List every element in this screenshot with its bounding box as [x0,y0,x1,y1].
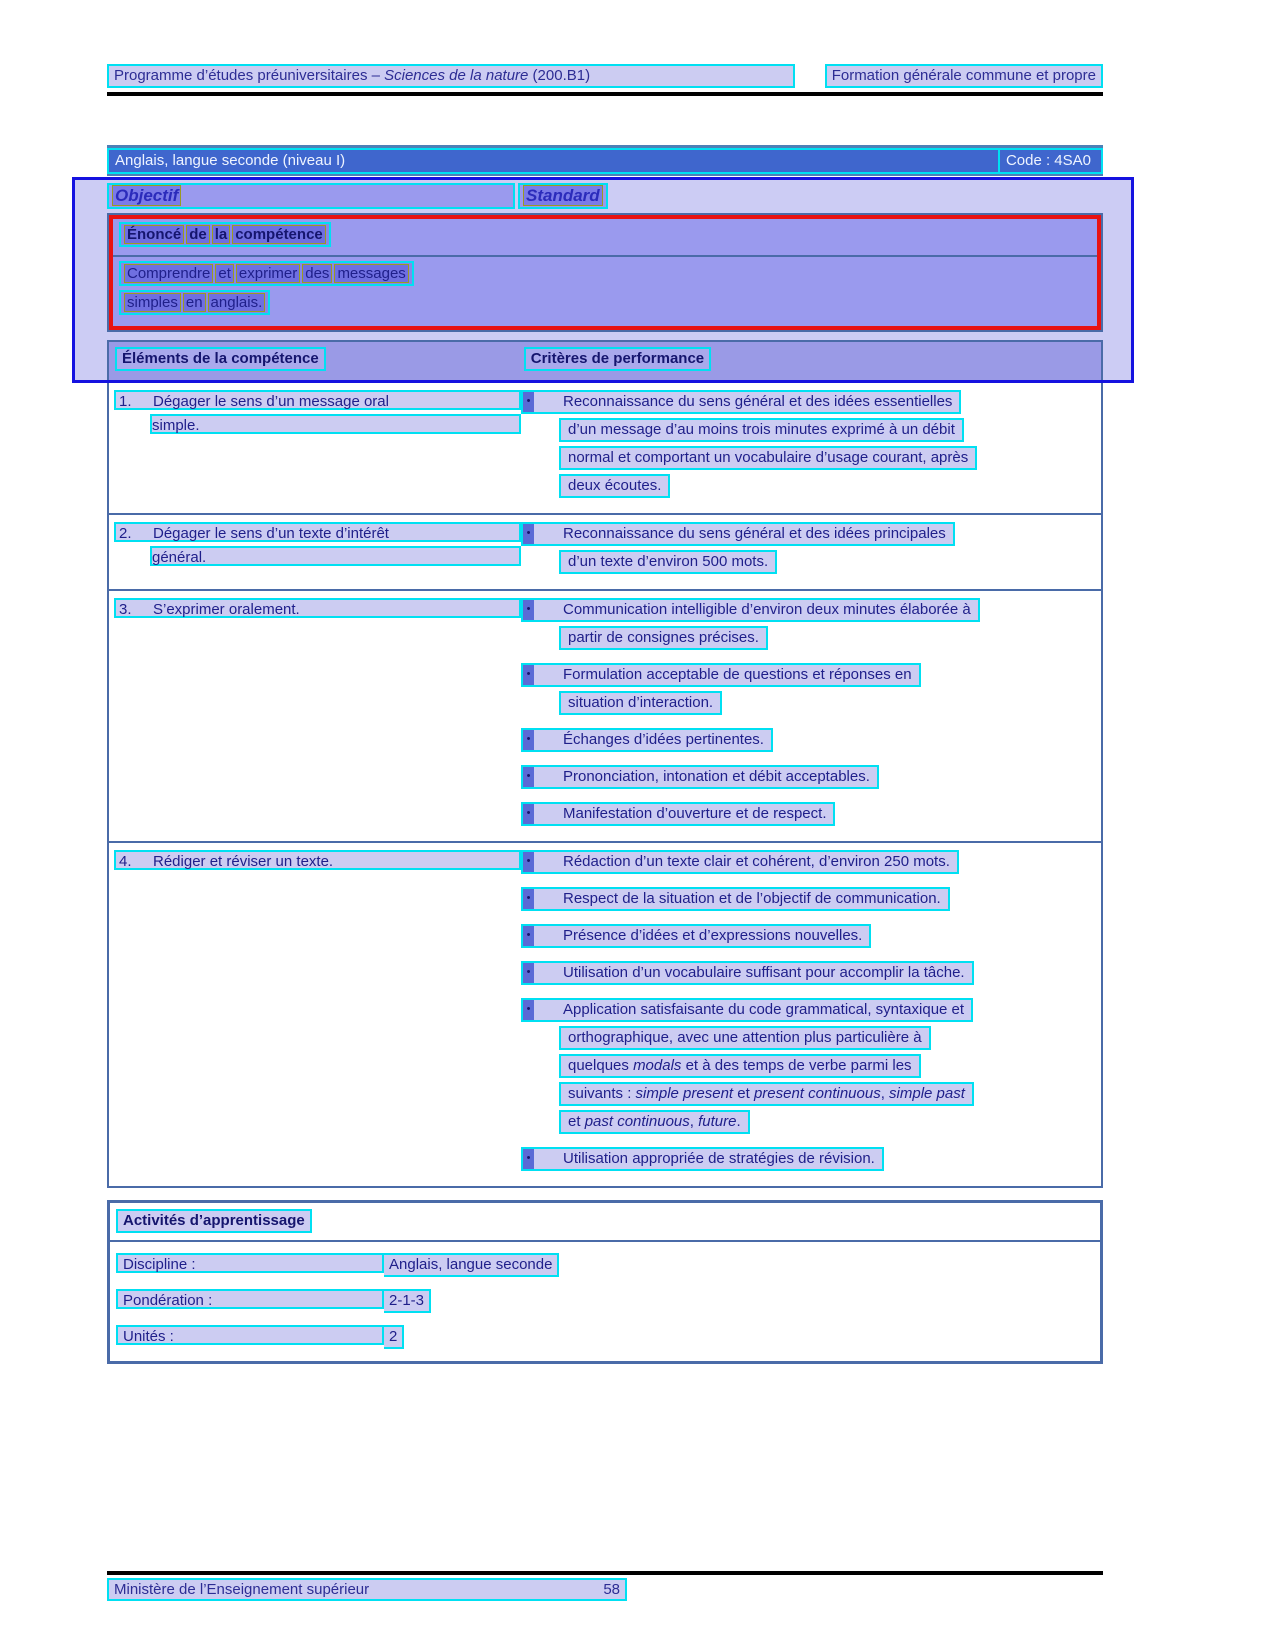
header-left-text: Programme d’études préuniversitaires – Sciences de la nature (200.B1) [107,64,795,88]
footer-ministry-text: Ministère de l’Enseignement supérieur [114,1581,370,1598]
enonce-word: messages [334,264,408,283]
criteria-text: Manifestation d’ouverture et de respect. [563,805,827,822]
criteria-text: partir de consignes précises. [568,629,759,646]
criteria-line [559,446,977,470]
competence-table-header [107,340,1103,380]
criteria-text: Reconnaissance du sens général et des idées principales [563,525,946,542]
criteres-cell [521,390,1101,504]
table-row [109,589,1101,841]
criteria-text: Utilisation d’un vocabulaire suffisant pour accomplir la tâche. [563,964,965,981]
criteria-line [559,626,768,650]
criteria-line-wrap [521,663,1095,691]
element-text: Dégager le sens d’un texte d’intérêt [153,525,389,542]
bullet-icon: • [523,600,534,620]
competence-table-body [107,383,1103,1188]
table-row [109,383,1101,513]
activity-label: Unités : [116,1325,384,1345]
footer-rule [107,1571,1103,1575]
elements-cell [109,390,521,504]
criteria-line [521,598,980,622]
activity-row [116,1325,1094,1349]
criteria-text: suivants : simple present et present continuous, simple past [568,1085,965,1102]
criteria-item [521,850,1095,878]
criteria-item [521,390,1095,502]
activities-heading: Activités d’apprentissage [116,1209,312,1233]
standard-heading: Standard [518,183,608,209]
criteria-line [521,961,974,985]
activity-value: 2-1-3 [384,1289,431,1313]
enonce-word: exprimer [236,264,300,283]
enonce-word: et [215,264,234,283]
element-text: Rédiger et réviser un texte. [153,853,334,870]
criteria-line [559,1054,921,1078]
enonce-heading-word: compétence [232,225,326,244]
element-number: 3. [119,601,132,618]
objectif-heading: Objectif [107,183,515,209]
criteria-item [521,728,1095,756]
elements-column-header: Éléments de la compétence [115,347,326,371]
criteria-text: d’un message d’au moins trois minutes exprimé à un débit [568,421,955,438]
criteria-text: normal et comportant un vocabulaire d’usage courant, après [568,449,969,466]
criteria-line-wrap [521,887,1095,915]
enonce-line [119,290,1091,319]
bullet-icon: • [523,1000,534,1020]
bullet-icon: • [523,730,534,750]
criteria-item [521,998,1095,1138]
activity-value: Anglais, langue seconde [384,1253,559,1277]
criteria-line-wrap [521,1026,1095,1054]
criteria-item [521,802,1095,830]
criteria-line [521,850,959,874]
element-number: 2. [119,525,132,542]
course-code: Code : 4SA0 [998,148,1103,174]
criteria-line-wrap [521,418,1095,446]
criteria-line [521,728,773,752]
criteria-text: orthographique, avec une attention plus particulière à [568,1029,922,1046]
element-line [114,850,521,870]
course-title: Anglais, langue seconde (niveau I) [107,148,998,174]
enonce-line-box [119,261,414,286]
criteria-item [521,663,1095,719]
enonce-word: en [183,293,206,312]
enonce-heading-word: de [186,225,210,244]
bullet-icon: • [523,852,534,872]
criteria-text: Application satisfaisante du code grammatical, syntaxique et [563,1001,965,1018]
bullet-icon: • [523,804,534,824]
criteria-line [559,1110,750,1134]
objectif-standard-section [72,177,1134,383]
element-text: S’exprimer oralement. [153,601,300,618]
enonce-heading-word: Énoncé [124,225,184,244]
element-line [150,546,521,566]
criteres-cell [521,850,1101,1177]
elements-cell [109,850,521,1177]
bullet-icon: • [523,524,534,544]
activity-label: Discipline : [116,1253,384,1273]
criteria-line-wrap [521,1147,1095,1175]
activity-value: 2 [384,1325,404,1349]
activities-rows [110,1253,1100,1349]
header-rule [107,92,1103,96]
criteria-line-wrap [521,474,1095,502]
criteria-line [521,765,879,789]
criteria-line [521,522,955,546]
bullet-icon: • [523,889,534,909]
criteria-line-wrap [521,522,1095,550]
enonce-heading-word: la [212,225,231,244]
criteria-line-wrap [521,446,1095,474]
element-text: général. [152,549,207,566]
criteria-line-wrap [521,961,1095,989]
page-number: 58 [603,1581,620,1598]
enonce-word: Comprendre [124,264,213,283]
criteria-line-wrap [521,691,1095,719]
criteria-line [521,924,871,948]
element-line [114,522,521,542]
criteria-line [559,1026,931,1050]
criteria-item [521,765,1095,793]
activities-section [107,1200,1103,1364]
criteres-cell [521,522,1101,580]
activity-row [116,1289,1094,1313]
table-row [109,513,1101,589]
criteria-item [521,1147,1095,1175]
page-header [107,64,1103,88]
enonce-line-box [119,290,270,315]
criteria-line-wrap [521,626,1095,654]
enonce-text [113,257,1097,326]
criteria-text: Utilisation appropriée de stratégies de révision. [563,1150,875,1167]
criteria-line [559,550,777,574]
criteria-line-wrap [521,1082,1095,1110]
criteria-line-wrap [521,550,1095,578]
criteria-line [521,802,835,826]
criteria-line-wrap [521,390,1095,418]
criteria-line-wrap [521,924,1095,952]
bullet-icon: • [523,963,534,983]
criteria-text: d’un texte d’environ 500 mots. [568,553,769,570]
criteria-line [559,418,964,442]
criteria-text: deux écoutes. [568,477,662,494]
criteria-line-wrap [521,728,1095,756]
page-footer [107,1578,627,1601]
criteria-line [521,663,921,687]
enonce-cell [107,213,1103,332]
criteria-text: Formulation acceptable de questions et réponses en [563,666,912,683]
criteria-text: Prononciation, intonation et débit acceptables. [563,768,870,785]
activity-row [116,1253,1094,1277]
criteria-line-wrap [521,802,1095,830]
criteria-text: situation d’interaction. [568,694,714,711]
criteria-text: Communication intelligible d’environ deux minutes élaborée à [563,601,971,618]
criteria-text: Respect de la situation et de l’objectif de communication. [563,890,941,907]
criteria-text: Rédaction d’un texte clair et cohérent, d’environ 250 mots. [563,853,950,870]
criteria-line [559,691,722,715]
enonce-heading [113,219,1097,257]
course-title-bar [107,145,1103,176]
bullet-icon: • [523,392,534,412]
activities-heading-row [110,1203,1100,1242]
criteria-item [521,961,1095,989]
criteria-line [521,1147,884,1171]
elements-cell [109,598,521,832]
enonce-word: anglais. [208,293,266,312]
element-number: 4. [119,853,132,870]
criteres-column-header: Critères de performance [524,347,711,371]
criteria-line [521,390,961,414]
criteria-line-wrap [521,1110,1095,1138]
criteria-text: quelques modals et à des temps de verbe parmi les [568,1057,912,1074]
criteria-line [521,998,973,1022]
table-row [109,841,1101,1186]
bullet-icon: • [523,926,534,946]
criteria-line-wrap [521,1054,1095,1082]
element-line [114,598,521,618]
criteria-line-wrap [521,765,1095,793]
objectif-standard-row [107,183,1131,209]
element-text: Dégager le sens d’un message oral [153,393,389,410]
criteres-cell [521,598,1101,832]
criteria-item [521,598,1095,654]
criteria-text: Échanges d’idées pertinentes. [563,731,764,748]
enonce-word: simples [124,293,181,312]
criteria-item [521,522,1095,578]
activity-label: Pondération : [116,1289,384,1309]
criteria-line-wrap [521,850,1095,878]
criteria-text: Reconnaissance du sens général et des idées essentielles [563,393,953,410]
enonce-red-annotation-box [109,215,1101,330]
criteria-line [521,887,950,911]
criteria-text: Présence d’idées et d’expressions nouvelles. [563,927,863,944]
element-line [150,414,521,434]
criteria-line-wrap [521,598,1095,626]
bullet-icon: • [523,665,534,685]
criteria-text: et past continuous, future. [568,1113,741,1130]
elements-cell [109,522,521,580]
header-right-text: Formation générale commune et propre [825,64,1103,88]
document-body [107,145,1103,1364]
enonce-line [119,261,1091,290]
criteria-item [521,924,1095,952]
criteria-line [559,474,670,498]
criteria-line-wrap [521,998,1095,1026]
enonce-word: des [302,264,332,283]
element-number: 1. [119,393,132,410]
bullet-icon: • [523,1149,534,1169]
criteria-line [559,1082,974,1106]
criteria-item [521,887,1095,915]
element-line [114,390,521,410]
bullet-icon: • [523,767,534,787]
element-text: simple. [152,417,200,434]
